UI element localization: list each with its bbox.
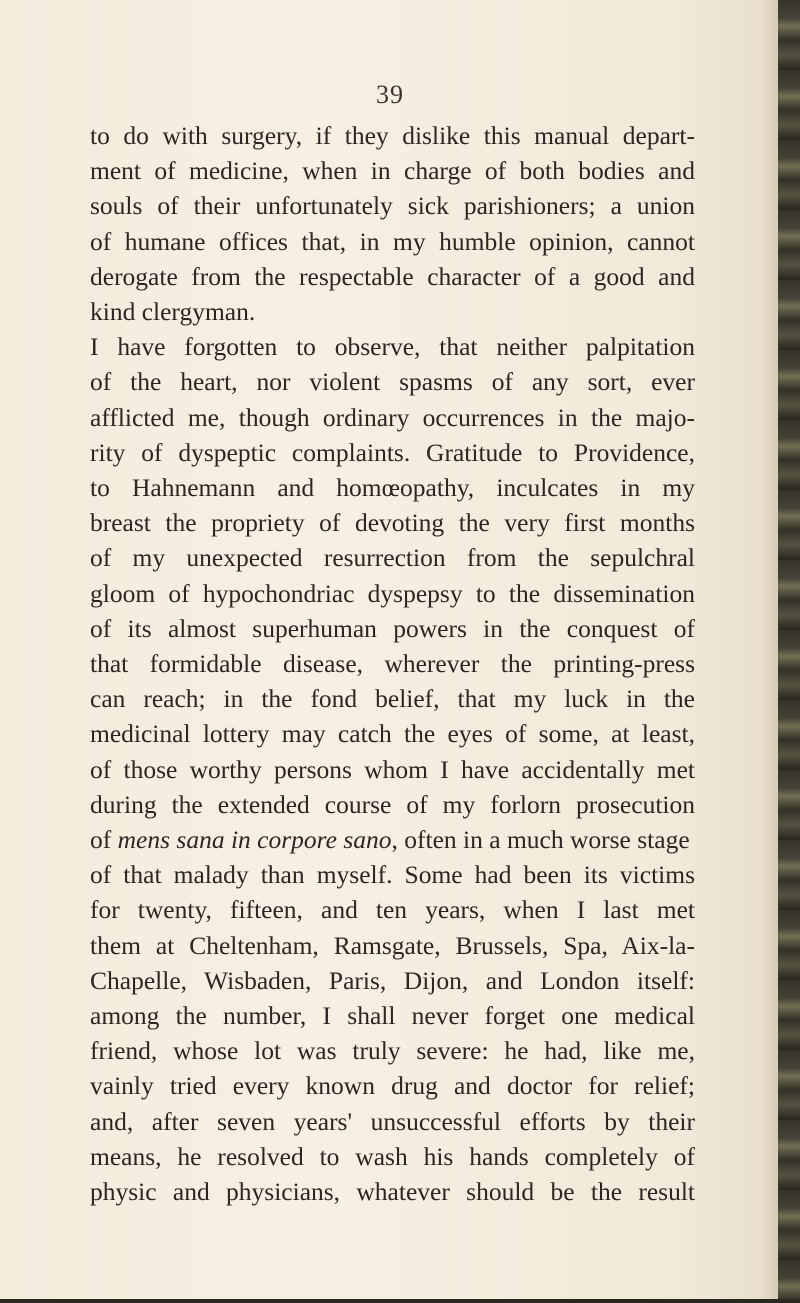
- text-line: souls of their unfortunately sick parishioners; a union: [90, 191, 695, 221]
- text-line: to Hahnemann and homœopathy, inculcates in my: [90, 473, 695, 503]
- book-edge: [778, 0, 800, 1303]
- latin-phrase: mens sana in corpore sano: [117, 825, 392, 855]
- text-line: vainly tried every known drug and doctor for relief;: [90, 1071, 695, 1101]
- text-line: during the extended course of my forlorn prosecution: [90, 789, 695, 819]
- text-line: physic and physicians, whatever should be the result: [90, 1177, 695, 1207]
- text-line: rity of dyspeptic complaints. Gratitude to Providence,: [90, 437, 695, 467]
- text-line: derogate from the respectable character of a good and: [90, 261, 695, 291]
- text-line: of that malady than myself. Some had been its victims: [90, 860, 695, 890]
- body-text: [90, 118, 695, 1209]
- text-line: breast the propriety of devoting the very first months: [90, 508, 695, 538]
- text-line: that formidable disease, wherever the printing-press: [90, 649, 695, 679]
- text-line: means, he resolved to wash his hands completely of: [90, 1141, 695, 1171]
- text-line: of those worthy persons whom I have accidentally met: [90, 754, 695, 784]
- text-line: Chapelle, Wisbaden, Paris, Dijon, and London itself:: [90, 965, 695, 995]
- text-line: among the number, I shall never forget one medical: [90, 1001, 695, 1031]
- text-segment: of: [90, 825, 112, 855]
- text-line: kind clergyman.: [90, 297, 256, 327]
- text-line: and, after seven years' unsuccessful efforts by their: [90, 1106, 695, 1136]
- text-line: of humane offices that, in my humble opinion, cannot: [90, 226, 695, 256]
- text-line: ment of medicine, when in charge of both bodies and: [90, 156, 695, 186]
- text-line: of the heart, nor violent spasms of any sort, ever: [90, 367, 695, 397]
- page-bottom-edge: [0, 1299, 800, 1303]
- text-line: of its almost superhuman powers in the conquest of: [90, 613, 695, 643]
- text-line-mixed: [90, 822, 695, 857]
- text-segment: , often in a much worse stage: [391, 825, 690, 855]
- text-line: gloom of hypochondriac dyspepsy to the dissemination: [90, 578, 695, 608]
- page-number: 39: [376, 80, 404, 109]
- page-gutter-shadow: [760, 0, 778, 1303]
- text-line: can reach; in the fond belief, that my luck in the: [90, 684, 695, 714]
- text-line: of my unexpected resurrection from the sepulchral: [90, 543, 695, 573]
- text-line: medicinal lottery may catch the eyes of some, at least,: [90, 719, 695, 749]
- text-line: afflicted me, though ordinary occurrences in the majo-: [90, 402, 695, 432]
- text-line: I have forgotten to observe, that neither palpitation: [90, 332, 695, 362]
- text-line: to do with surgery, if they dislike this manual depart-: [90, 121, 695, 150]
- text-line: them at Cheltenham, Ramsgate, Brussels, Spa, Aix-la-: [90, 930, 695, 960]
- text-line: for twenty, fifteen, and ten years, when I last met: [90, 895, 695, 925]
- text-line: friend, whose lot was truly severe: he had, like me,: [90, 1036, 695, 1066]
